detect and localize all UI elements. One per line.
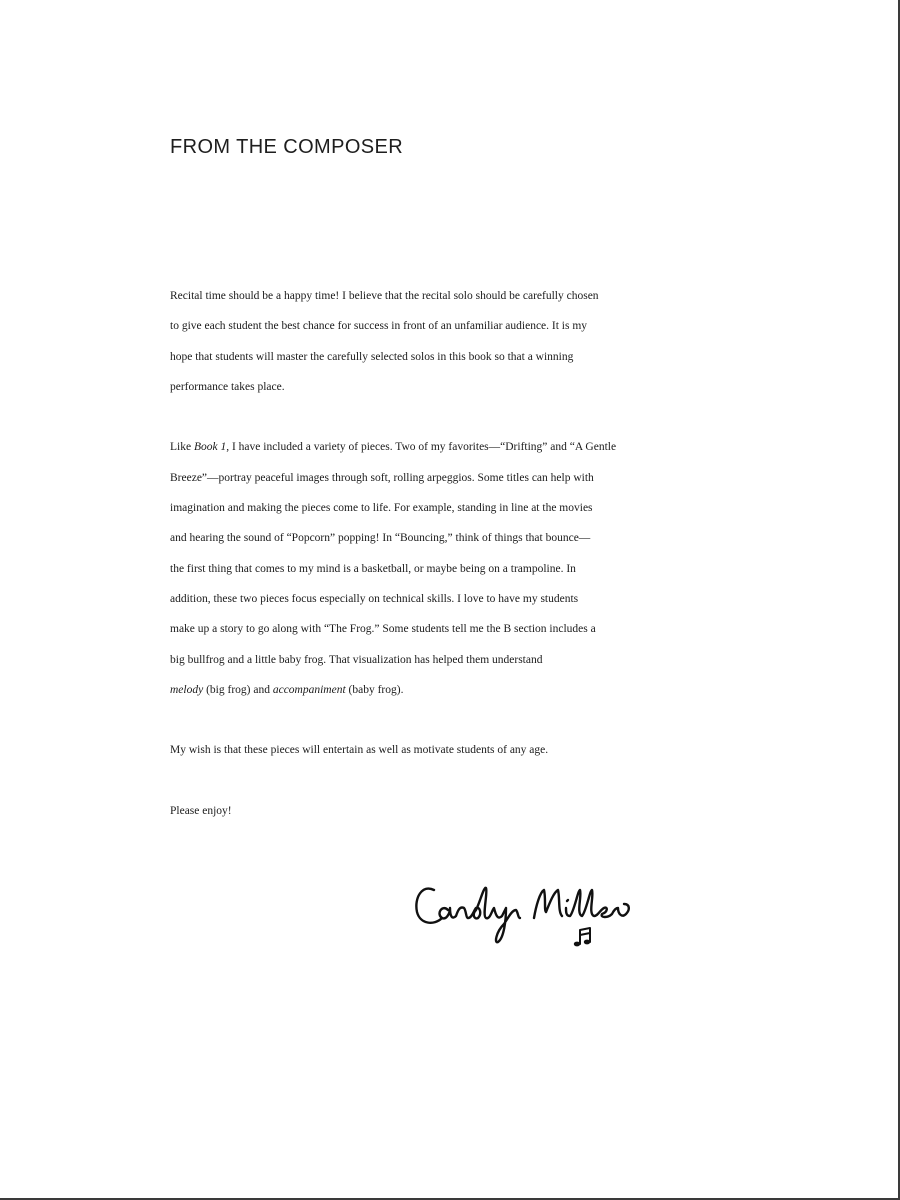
text-line: and hearing the sound of “Popcorn” popping! In “Bouncing,” think of things that bounce—: [170, 532, 591, 545]
text-line: My wish is that these pieces will entertain as well as motivate students of any age.: [170, 744, 549, 757]
text-line: to give each student the best chance for success in front of an unfamiliar audience. It is my: [170, 320, 588, 333]
accompaniment-italic: accompaniment: [272, 683, 346, 696]
signature-stroke: [440, 888, 520, 942]
signature-stroke: [416, 889, 442, 923]
text-line: the first thing that comes to my mind is a basketball, or maybe being on a trampoline. In: [170, 562, 576, 575]
book-title-italic: Book 1: [193, 441, 227, 454]
melody-italic: melody: [170, 683, 204, 696]
text-line: performance takes place.: [170, 380, 285, 393]
signature: [412, 880, 642, 950]
text-line: addition, these two pieces focus especially on technical skills. I love to have my students: [170, 592, 579, 605]
signature-stroke: [567, 900, 568, 901]
letter-body: [170, 281, 725, 857]
text-line: Please enjoy!: [170, 805, 232, 818]
paragraph-wish: [170, 735, 725, 765]
text-line: [170, 675, 725, 705]
text-fragment: , I have included a variety of pieces. Two of my favorites—“Drifting” and “A Gentle: [226, 441, 617, 454]
text-line: [170, 432, 725, 462]
note-head: [574, 942, 580, 947]
text-line: big bullfrog and a little baby frog. That visualization has helped them understand: [170, 653, 543, 666]
text-fragment: (big frog) and: [203, 683, 273, 696]
text-line: make up a story to go along with “The Frog.” Some students tell me the B section includes a: [170, 623, 596, 636]
paragraph-pieces: [170, 432, 725, 705]
text-line: hope that students will master the carefully selected solos in this book so that a winning: [170, 350, 574, 363]
text-line: imagination and making the pieces come to life. For example, standing in line at the movies: [170, 502, 593, 515]
text-line: Recital time should be a happy time! I believe that the recital solo should be carefully chosen: [170, 290, 599, 302]
paragraph-closing: [170, 796, 725, 826]
text-fragment: (baby frog).: [345, 683, 404, 696]
page-title: FROM THE COMPOSER: [170, 136, 404, 158]
paragraph-intro: [170, 281, 725, 402]
signature-stroke: [534, 890, 562, 918]
handwritten-signature-graphic: [412, 880, 642, 950]
signature-stroke: [566, 890, 629, 917]
note-head: [584, 940, 590, 945]
text-line: Breeze”—portray peaceful images through soft, rolling arpeggios. Some titles can help with: [170, 471, 594, 484]
text-fragment: Like: [170, 441, 194, 454]
